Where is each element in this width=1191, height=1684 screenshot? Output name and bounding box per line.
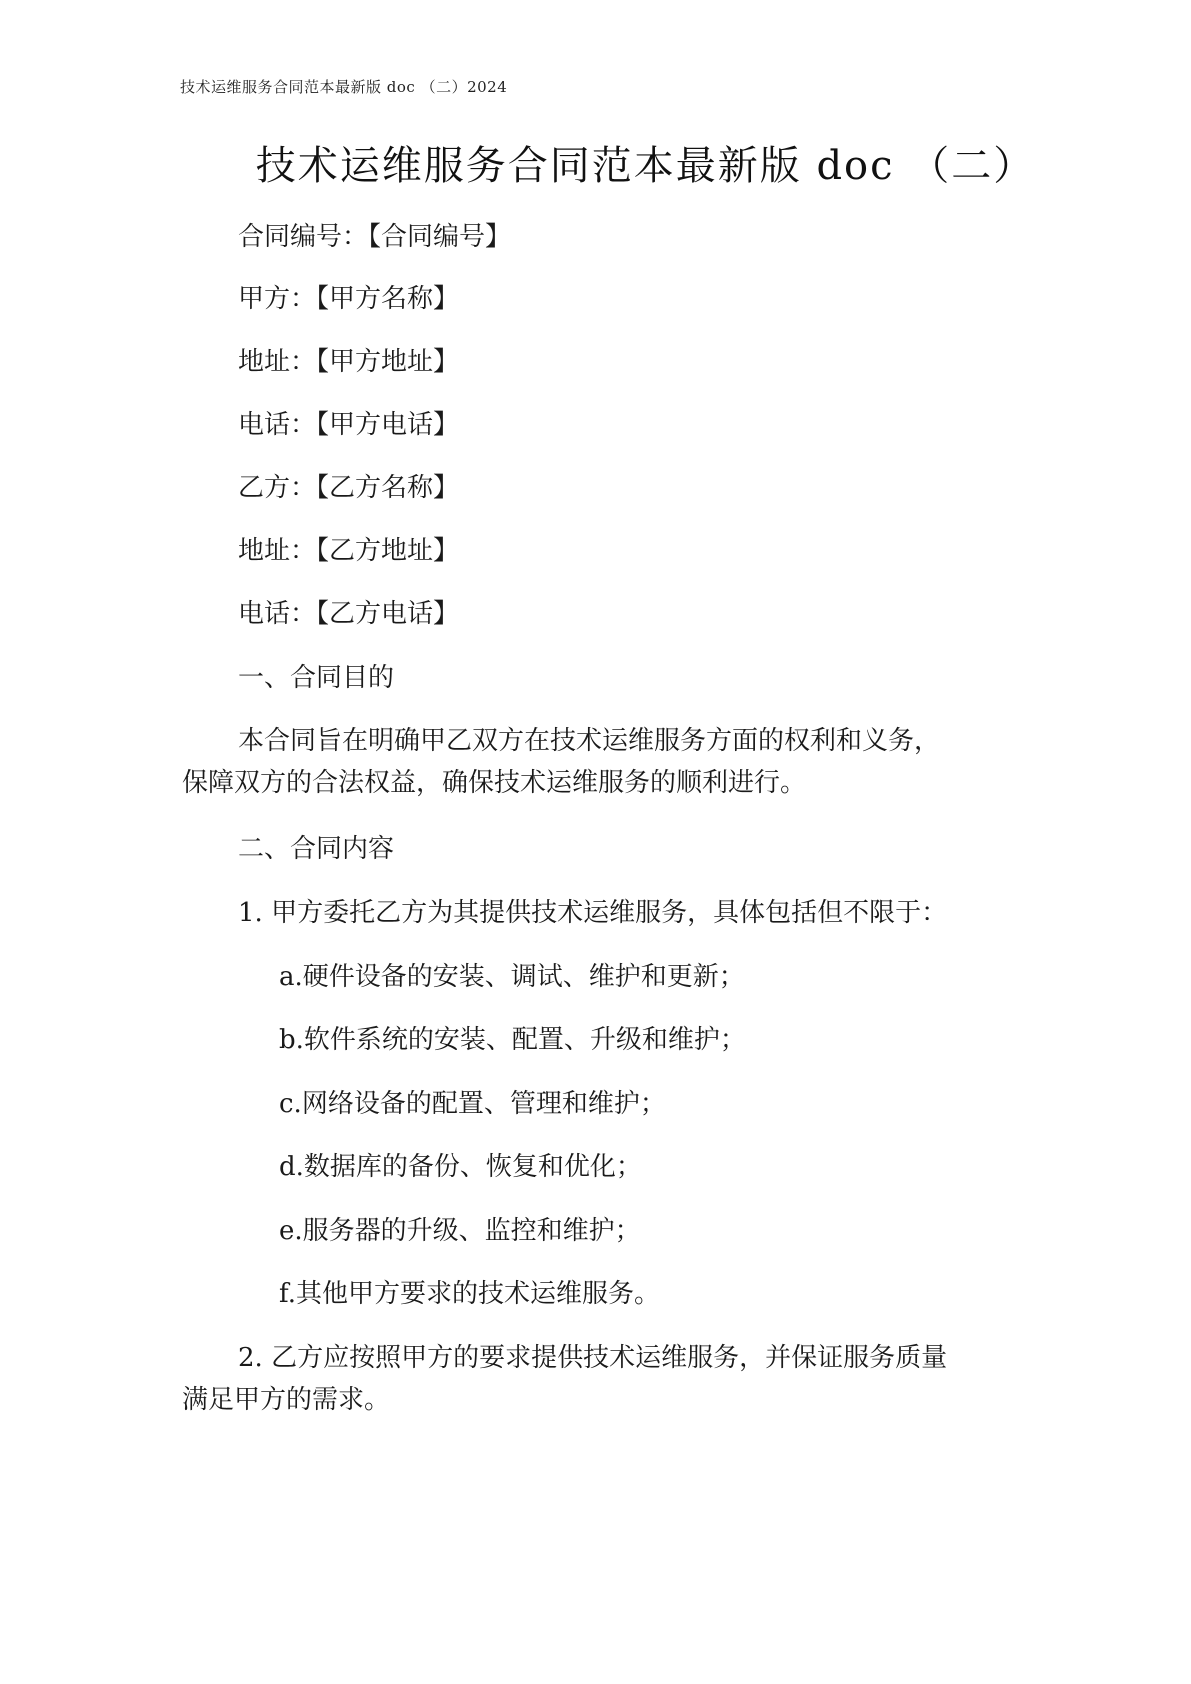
sub-item-d: d.数据库的备份、恢复和优化； (279, 1152, 642, 1182)
document-title: 技术运维服务合同范本最新版 doc （二） (255, 143, 1036, 189)
party-a-name-line: 甲方：【甲方名称】 (238, 284, 460, 314)
section-1-paragraph-line-2: 保障双方的合法权益，确保技术运维服务的顺利进行。 (182, 768, 807, 798)
sub-item-c: c.网络设备的配置、管理和维护； (279, 1089, 666, 1119)
section-1-paragraph-line-1: 本合同旨在明确甲乙双方在技术运维服务方面的权利和义务， (238, 726, 941, 756)
party-a-phone-line: 电话：【甲方电话】 (238, 410, 460, 440)
section-2-item-2-line-1: 2. 乙方应按照甲方的要求提供技术运维服务，并保证服务质量 (238, 1343, 948, 1373)
running-header: 技术运维服务合同范本最新版 doc （二）2024 (180, 78, 508, 96)
section-1-heading: 一、合同目的 (238, 663, 395, 693)
party-b-address-line: 地址：【乙方地址】 (238, 536, 460, 566)
sub-item-e: e.服务器的升级、监控和维护； (279, 1216, 641, 1246)
section-2-item-1: 1. 甲方委托乙方为其提供技术运维服务，具体包括但不限于： (238, 898, 948, 928)
section-2-heading: 二、合同内容 (238, 834, 395, 864)
party-b-phone-line: 电话：【乙方电话】 (238, 599, 460, 629)
party-b-name-line: 乙方：【乙方名称】 (238, 473, 460, 503)
section-2-item-2-line-2: 满足甲方的需求。 (182, 1385, 391, 1415)
contract-number-line: 合同编号：【合同编号】 (238, 222, 512, 252)
party-a-address-line: 地址：【甲方地址】 (238, 347, 460, 377)
sub-item-b: b.软件系统的安装、配置、升级和维护； (279, 1025, 746, 1055)
sub-item-f: f.其他甲方要求的技术运维服务。 (279, 1279, 660, 1309)
sub-item-a: a.硬件设备的安装、调试、维护和更新； (279, 962, 745, 992)
